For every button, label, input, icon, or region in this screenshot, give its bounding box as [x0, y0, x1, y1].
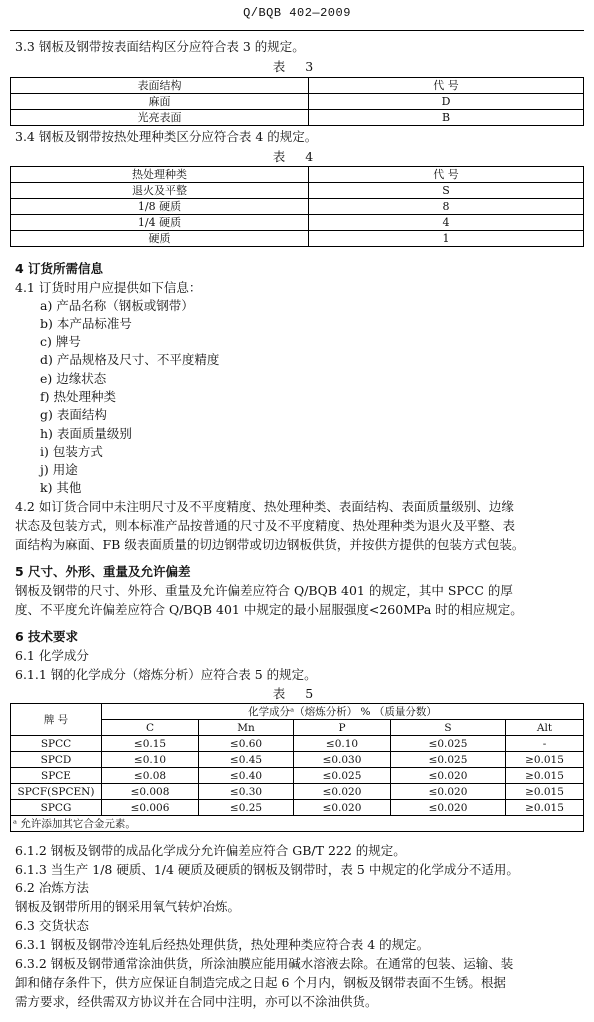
- clause-6-3: 6.3 交货状态: [15, 918, 89, 933]
- table5-footnote: ᵃ 允许添加其它合金元素。: [11, 816, 584, 832]
- table-cell: ≤0.006: [102, 800, 199, 816]
- table-row: [11, 784, 584, 800]
- section-5-text: 钢板及钢带的尺寸、外形、重量及允许偏差应符合 Q/BQB 401 的规定，其中 SPCC 的厚: [15, 583, 513, 598]
- table-row: [11, 800, 584, 816]
- table5-col-header: Mn: [199, 720, 294, 736]
- table-row: [11, 110, 584, 126]
- table-row: [11, 94, 584, 110]
- table-cell: ≤0.15: [102, 736, 199, 752]
- table-cell: 8: [309, 199, 584, 215]
- table4-header-code: 代 号: [309, 167, 584, 183]
- clause-6-3-2-line: 需方要求，经供需双方协议并在合同中注明，亦可以不涂油供货。: [15, 994, 378, 1009]
- table-cell: ≤0.25: [199, 800, 294, 816]
- section-5-heading: 5 尺寸、外形、重量及允许偏差: [15, 564, 191, 579]
- header-rule: [10, 30, 584, 31]
- order-item: f) 热处理种类: [40, 389, 116, 404]
- table-cell: 麻面: [11, 94, 309, 110]
- table4-title: 表 4: [272, 149, 322, 164]
- table-cell: ≤0.08: [102, 768, 199, 784]
- table-cell: 光亮表面: [11, 110, 309, 126]
- table-cell: ≥0.015: [506, 752, 584, 768]
- table-4: [10, 166, 584, 247]
- table-cell: ≥0.015: [506, 800, 584, 816]
- table-cell: 1/4 硬质: [11, 215, 309, 231]
- clause-6-1: 6.1 化学成分: [15, 648, 89, 663]
- table-cell: ≤0.025: [391, 752, 506, 768]
- table-5: [10, 703, 584, 832]
- table5-grade-header: 牌 号: [11, 704, 102, 736]
- table-cell: ≤0.10: [102, 752, 199, 768]
- table-row: [11, 215, 584, 231]
- table-row: [11, 768, 584, 784]
- clause-6-3-1: 6.3.1 钢板及钢带冷连轧后经热处理供货，热处理种类应符合表 4 的规定。: [15, 937, 430, 952]
- order-item: d) 产品规格及尺寸、不平度精度: [40, 352, 220, 367]
- clause-6-1-2: 6.1.2 钢板及钢带的成品化学成分允许偏差应符合 GB/T 222 的规定。: [15, 843, 406, 858]
- table5-col-header: C: [102, 720, 199, 736]
- table-row: [11, 199, 584, 215]
- table-cell: D: [309, 94, 584, 110]
- clause-6-2-text: 钢板及钢带所用的钢采用氧气转炉冶炼。: [15, 899, 241, 914]
- table-cell: SPCD: [11, 752, 102, 768]
- clause-4-2-line: 面结构为麻面、FB 级表面质量的切边钢带或切边钢板供货，并按供方提供的包装方式包装。: [15, 537, 525, 552]
- table-cell: ≥0.015: [506, 768, 584, 784]
- table5-col-header: Alt: [506, 720, 584, 736]
- order-item: g) 表面结构: [40, 407, 107, 422]
- clause-4-2-line: 4.2 如订货合同中未注明尺寸及不平度精度、热处理种类、表面结构、表面质量级别、边缘: [15, 499, 514, 514]
- table5-group-header: 化学成分ᵃ（熔炼分析） % （质量分数）: [102, 704, 584, 720]
- table-cell: ≤0.025: [391, 736, 506, 752]
- table-cell: ≤0.30: [199, 784, 294, 800]
- table-cell: ≤0.60: [199, 736, 294, 752]
- clause-6-1-1: 6.1.1 钢的化学成分（熔炼分析）应符合表 5 的规定。: [15, 667, 317, 682]
- table-cell: ≤0.020: [294, 800, 391, 816]
- clause-6-2: 6.2 冶炼方法: [15, 880, 89, 895]
- table-row: [11, 736, 584, 752]
- table-cell: ≤0.10: [294, 736, 391, 752]
- table-cell: SPCF(SPCEN): [11, 784, 102, 800]
- table-row: [11, 752, 584, 768]
- document-header: Q/BQB 402—2009: [243, 6, 351, 20]
- table-cell: ≤0.020: [391, 784, 506, 800]
- table-cell: SPCE: [11, 768, 102, 784]
- table-cell: ≤0.40: [199, 768, 294, 784]
- table-cell: 退火及平整: [11, 183, 309, 199]
- table4-header-type: 热处理种类: [11, 167, 309, 183]
- table-cell: 4: [309, 215, 584, 231]
- table-row: [11, 183, 584, 199]
- table-cell: 1/8 硬质: [11, 199, 309, 215]
- table-cell: 1: [309, 231, 584, 247]
- table3-header-code: 代 号: [309, 78, 584, 94]
- order-item: i) 包装方式: [40, 444, 103, 459]
- table-cell: ≥0.015: [506, 784, 584, 800]
- section-6-heading: 6 技术要求: [15, 629, 79, 644]
- clause-6-3-2-line: 6.3.2 钢板及钢带通常涂油供货，所涂油膜应能用碱水溶液去除。在通常的包装、运输、装: [15, 956, 514, 971]
- table-cell: 硬质: [11, 231, 309, 247]
- table5-col-header: S: [391, 720, 506, 736]
- table-cell: SPCC: [11, 736, 102, 752]
- order-item: k) 其他: [40, 480, 82, 495]
- section-4-heading: 4 订货所需信息: [15, 261, 104, 276]
- table-cell: B: [309, 110, 584, 126]
- table-cell: ≤0.020: [294, 784, 391, 800]
- table5-title: 表 5: [272, 686, 322, 701]
- table-cell: ≤0.020: [391, 768, 506, 784]
- table-cell: SPCG: [11, 800, 102, 816]
- table3-header-structure: 表面结构: [11, 78, 309, 94]
- table-cell: ≤0.030: [294, 752, 391, 768]
- table3-title: 表 3: [272, 59, 322, 74]
- table-cell: ≤0.020: [391, 800, 506, 816]
- table-cell: S: [309, 183, 584, 199]
- clause-6-1-3: 6.1.3 当生产 1/8 硬质、1/4 硬质及硬质的钢板及钢带时，表 5 中规定的化学成分不适用。: [15, 862, 519, 877]
- order-item: b) 本产品标准号: [40, 316, 132, 331]
- table5-col-header: P: [294, 720, 391, 736]
- order-item: a) 产品名称（钢板或钢带）: [40, 298, 194, 313]
- section-5-text: 度、不平度允许偏差应符合 Q/BQB 401 中规定的最小屈服强度<260MPa 时的相应规定。: [15, 602, 523, 617]
- clause-3-3: 3.3 钢板及钢带按表面结构区分应符合表 3 的规定。: [15, 39, 305, 54]
- table-cell: -: [506, 736, 584, 752]
- clause-6-3-2-line: 卸和储存条件下，供方应保证自制造完成之日起 6 个月内，钢板及钢带表面不生锈。根据: [15, 975, 506, 990]
- table-cell: ≤0.45: [199, 752, 294, 768]
- order-item: e) 边缘状态: [40, 371, 107, 386]
- table-cell: ≤0.025: [294, 768, 391, 784]
- order-item: j) 用途: [40, 462, 78, 477]
- clause-4-2-line: 状态及包装方式，则本标准产品按普通的尺寸及不平度精度、热处理种类为退火及平整、表: [15, 518, 516, 533]
- order-item: h) 表面质量级别: [40, 426, 132, 441]
- table-row: [11, 231, 584, 247]
- clause-4-1: 4.1 订货时用户应提供如下信息：: [15, 280, 202, 295]
- table-cell: ≤0.008: [102, 784, 199, 800]
- clause-3-4: 3.4 钢板及钢带按热处理种类区分应符合表 4 的规定。: [15, 129, 318, 144]
- table-3: [10, 77, 584, 126]
- order-item: c) 牌号: [40, 334, 81, 349]
